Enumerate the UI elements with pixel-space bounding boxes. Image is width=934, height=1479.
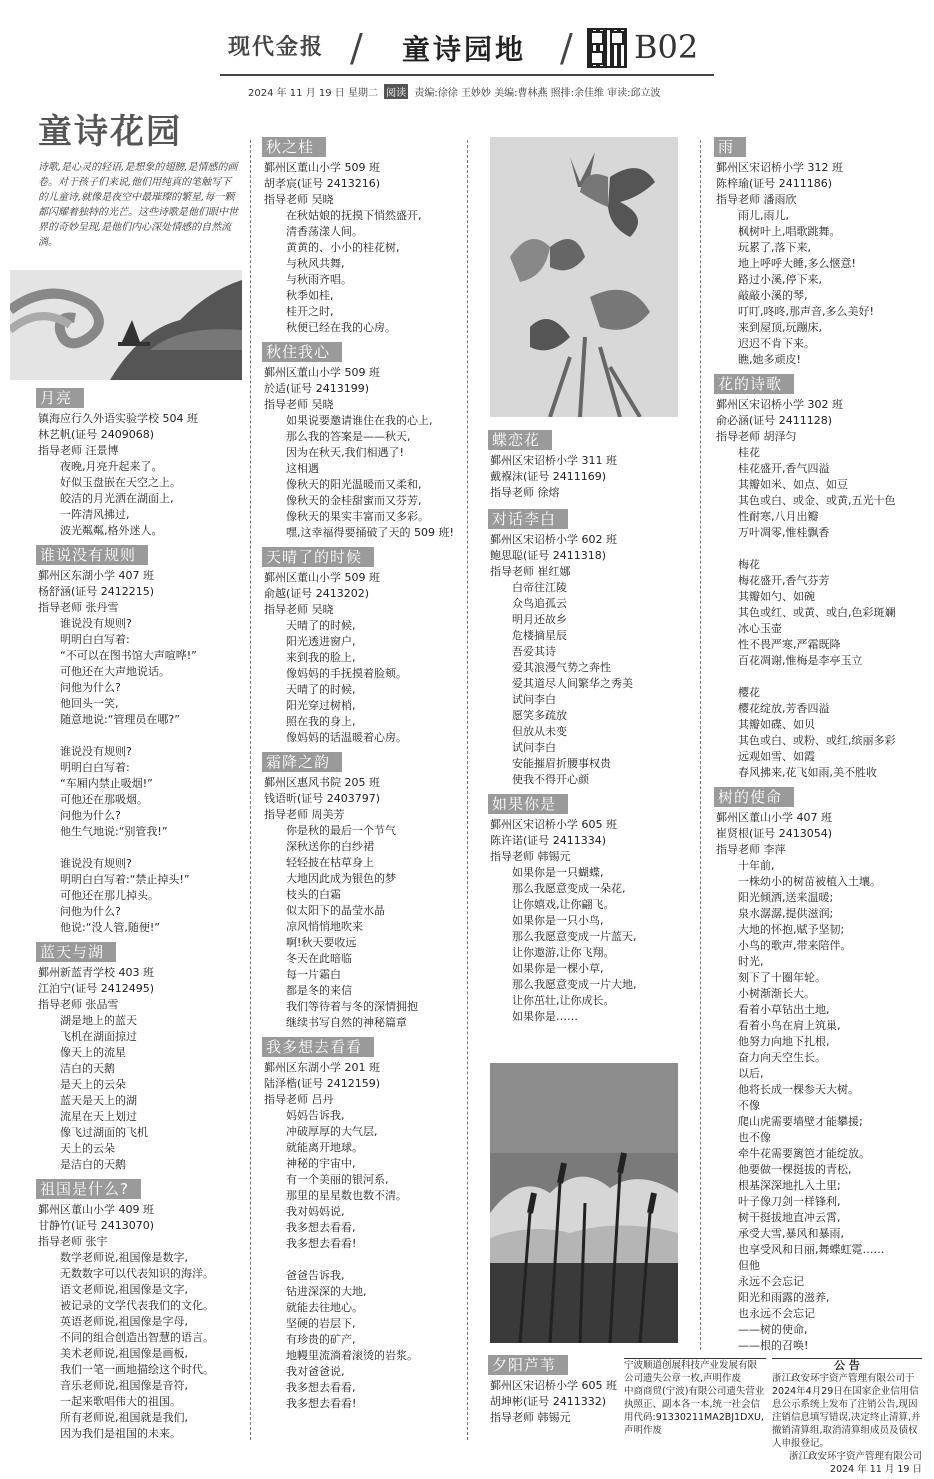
poem-line: 那么我的答案是——秋天, xyxy=(286,430,411,443)
divider-slash: / xyxy=(560,26,573,70)
poem-teacher: 指导老师 汪景博 xyxy=(38,444,119,457)
poem-school: 鄞州区宋诏桥小学 602 班 xyxy=(490,533,617,546)
poem-line: 一阵清风拂过, xyxy=(60,508,130,521)
poem-line: 路过小溪,停下来, xyxy=(738,273,822,286)
butterfly-painting xyxy=(490,137,678,417)
poem-school: 鄞州区宋诏桥小学 302 班 xyxy=(716,398,843,411)
poem-line: 冰心玉壶 xyxy=(738,622,782,635)
poem-school: 鄞州区宋诏桥小学 605 班 xyxy=(490,818,617,831)
poem-title: 我多想去看看 xyxy=(262,1037,374,1057)
poem-title: 秋住我心 xyxy=(262,342,342,362)
poem-school: 鄞州区宋诏桥小学 311 班 xyxy=(490,454,617,467)
poem-line: 飞机在湖面掠过 xyxy=(60,1030,137,1043)
poem-teacher: 指导老师 潘雨欣 xyxy=(716,193,797,206)
poem-line: 那里的星星数也数不清。 xyxy=(286,1189,407,1202)
poem-line: 十年前, xyxy=(738,859,775,872)
poem-line: 玩累了,落下来, xyxy=(738,241,811,254)
poem-line: 阳光和雨露的滋养, xyxy=(738,1291,830,1304)
divider-slash: / xyxy=(350,26,363,70)
poem-line: 他说:“没人管,随便!” xyxy=(60,921,161,934)
poem-block xyxy=(264,752,464,1031)
poem-line: 阳光透进窗户, xyxy=(286,635,356,648)
poem-line: 照在我的身上, xyxy=(286,715,356,728)
poem-line: 刻下了十圈年轮。 xyxy=(738,971,826,984)
poem-line: 有一个美丽的银河系, xyxy=(286,1173,389,1186)
poem-line: 地上呼呼大睡,多么惬意! xyxy=(738,257,856,270)
poem-line: 根基深深地扎入土里; xyxy=(738,1179,841,1192)
poem-title: 秋之桂 xyxy=(262,137,326,157)
poem-title: 夕阳芦苇 xyxy=(488,1355,568,1375)
poem-line: 神秘的宇宙中, xyxy=(286,1157,356,1170)
poem-line: 我们等待着与冬的深情拥抱 xyxy=(286,1000,418,1013)
poem-line: 迟迟不肯下来。 xyxy=(738,337,815,350)
poem-line: 蓝天是天上的湖 xyxy=(60,1094,137,1107)
poem-title: 天晴了的时候 xyxy=(262,547,374,567)
poem-line: 地幔里流淌着滚烫的岩浆。 xyxy=(286,1349,418,1362)
poem-line: 桂开之时, xyxy=(286,305,334,318)
poem-line: 如果你是一棵小草, xyxy=(512,962,604,975)
poem-title: 月亮 xyxy=(36,388,84,408)
poem-line: 桂花盛开,香气四溢 xyxy=(738,462,830,475)
poem-teacher: 指导老师 吕丹 xyxy=(264,1093,334,1106)
poem-block xyxy=(490,794,695,1025)
poem-line: 美术老师说,祖国像是画板, xyxy=(60,1347,188,1360)
poem-title: 蝶恋花 xyxy=(488,430,552,450)
poem-line: 枝头的白霜 xyxy=(286,888,341,901)
poem-line: “车厢内禁止吸烟!” xyxy=(60,777,153,790)
poem-title: 蓝天与湖 xyxy=(36,942,116,962)
poem-line: 叶子像刀剑一样锋利, xyxy=(738,1195,841,1208)
poem-teacher: 指导老师 李萍 xyxy=(716,843,786,856)
poem-author: 杨舒涵(证号 2412215) xyxy=(38,585,155,598)
poem-title: 对话李白 xyxy=(488,509,568,529)
poem-line: 雨儿,雨儿, xyxy=(738,209,789,222)
section-badge: 阅读 xyxy=(384,84,408,99)
poem-line: 像飞过湖面的飞机 xyxy=(60,1126,148,1139)
poem-line: 樱花 xyxy=(738,686,760,699)
poem-line: 你是秋的最后一个节气 xyxy=(286,824,396,837)
poem-line: 奋力向天空生长。 xyxy=(738,1051,826,1064)
poem-line: 如果你是一只小鸟, xyxy=(512,914,604,927)
poem-line: 爱其浪漫气势之奔性 xyxy=(512,661,611,674)
poem-line: 我对妈妈说, xyxy=(286,1205,345,1218)
poem-teacher: 指导老师 胡泽匀 xyxy=(716,430,797,443)
poem-title: 树的使命 xyxy=(714,787,794,807)
announcement-body: 浙江政安环宇资产管理有限公司于2024年4月29日在国家企业信用信息公示系统上发布了注销公告,现因注销信息填写错误,决定终止清算,并撤销清算组,取消清算组成员及债权人申报登记。 xyxy=(772,1373,921,1449)
poem-line: 其色或白、或粉、或红,缤丽多彩 xyxy=(738,734,896,747)
poem-school: 鄞州区东湖小学 407 班 xyxy=(38,569,154,582)
intro-text: 诗歌,是心灵的轻语,是想象的翅膀,是情感的画卷。对于孩子们来说,他们用纯真的笔触写下的儿童诗,就像是夜空中最璀璨的繁星,每一颗都闪耀着独特的光芒。这些诗歌是他们眼中世界的奇妙呈现,是他们内心深处情感的自然流淌。 xyxy=(38,162,238,248)
poem-line: 其色或白、或金、或黄,五光十色 xyxy=(738,494,896,507)
poem-line: 危楼摘星辰 xyxy=(512,629,567,642)
poem-line: 明月还故乡 xyxy=(512,613,567,626)
poem-line: 与秋雨齐唱。 xyxy=(286,273,352,286)
poem-line: 但他 xyxy=(738,1259,760,1272)
poem-line: 因为我们是祖国的未来。 xyxy=(60,1427,181,1440)
poem-line: 与秋风共舞, xyxy=(286,257,345,270)
poem-line: 也享受风和日丽,舞蝶虹霓…… xyxy=(738,1243,885,1256)
header-rule xyxy=(220,74,714,76)
poem-block xyxy=(490,430,695,501)
poem-line: 我们一笔一画地描绘这个时代。 xyxy=(60,1363,214,1376)
poem-title: 祖国是什么? xyxy=(36,1179,141,1199)
column-1 xyxy=(38,388,243,1448)
poem-line: 那么我愿意变成一片大地, xyxy=(512,978,637,991)
poem-line: 看着小鸟在肩上筑巢, xyxy=(738,1019,841,1032)
column-3 xyxy=(490,430,695,1031)
poem-line: 钻进深深的大地, xyxy=(286,1285,367,1298)
poem-block xyxy=(38,942,243,1173)
poem-line: 天上的云朵 xyxy=(60,1142,115,1155)
poem-block xyxy=(716,137,926,368)
poem-line: 像天上的流星 xyxy=(60,1046,126,1059)
poem-line: 谁说没有规则? xyxy=(60,857,132,870)
poem-line: 天晴了的时候, xyxy=(286,683,356,696)
poem-line: 像秋天的果实丰富而又多彩。 xyxy=(286,510,429,523)
poem-line: 樱花绽放,芳香四溢 xyxy=(738,702,830,715)
poem-title: 花的诗歌 xyxy=(714,374,794,394)
poem-line: 让你遨游,让你飞翔。 xyxy=(512,946,615,959)
poem-line: 妈妈告诉我, xyxy=(286,1109,345,1122)
poem-line: 阳光倾洒,送来温暖; xyxy=(738,891,834,904)
poem-line: 但放从未变 xyxy=(512,725,567,738)
poem-line: 波光粼粼,格外迷人。 xyxy=(60,524,163,537)
poem-line: 啊!秋天要收远 xyxy=(286,936,357,949)
poem-school: 鄞州区东湖小学 201 班 xyxy=(264,1061,380,1074)
poem-line: 瞧,她多顽皮! xyxy=(738,353,801,366)
poem-line: 每一片霜白 xyxy=(286,968,341,981)
poem-line: 百花凋谢,惟梅是李亭玉立 xyxy=(738,654,863,667)
poem-line: 性耐寒,八月出瓣 xyxy=(738,510,819,523)
poem-line: 夜晚,月亮升起来了。 xyxy=(60,460,163,473)
poem-school: 鄞州区董山小学 509 班 xyxy=(264,161,380,174)
poem-line: 语文老师说,祖国像是文字, xyxy=(60,1283,188,1296)
poem-line: 湖是地上的蓝天 xyxy=(60,1014,137,1027)
poem-line: 可他还在大声地说话。 xyxy=(60,665,170,678)
poem-line: 阳光穿过树梢, xyxy=(286,699,356,712)
poem-teacher: 指导老师 崔红娜 xyxy=(490,565,571,578)
announcement-date: 2024 年 11 月 19 日 xyxy=(830,1464,922,1475)
poem-line: 敲敲小溪的琴, xyxy=(738,289,808,302)
poem-school: 鄞州新蓝青学校 403 班 xyxy=(38,966,154,979)
poem-block xyxy=(716,787,926,1354)
poem-line: 他回头一笑, xyxy=(60,697,119,710)
poem-school: 鄞州区董山小学 509 班 xyxy=(264,571,380,584)
poem-line: 来到屋顶,玩蹦床, xyxy=(738,321,822,334)
poem-line: 也不像 xyxy=(738,1131,771,1144)
poem-line: 也永远不会忘记 xyxy=(738,1307,815,1320)
poem-line: 梅花 xyxy=(738,558,760,571)
poem-line: 小鸟的歌声,带来陪伴。 xyxy=(738,939,852,952)
poem-title: 谁说没有规则 xyxy=(36,545,148,565)
poem-line: 像秋天的阳光温暖而又柔和, xyxy=(286,478,422,491)
stanza-break xyxy=(38,840,243,856)
poem-line: 爬山虎需要墙壁才能攀援; xyxy=(738,1115,863,1128)
poem-line: 我多想去看看, xyxy=(286,1221,356,1234)
poem-line: 试问李白 xyxy=(512,741,556,754)
poem-line: 树干挺拔地直冲云霄, xyxy=(738,1211,841,1224)
poem-line: 问他为什么? xyxy=(60,681,121,694)
poem-line: 时光, xyxy=(738,955,764,968)
poem-author: 戴褓沫(证号 2411169) xyxy=(490,470,607,483)
poem-line: 使我不得开心颜 xyxy=(512,773,589,786)
poem-line: 冲破厚厚的大气层, xyxy=(286,1125,378,1138)
poem-line: 其瓣如米、如点、如豆 xyxy=(738,478,848,491)
poem-line: 音乐老师说,祖国像是音符, xyxy=(60,1379,188,1392)
poem-line: 以后, xyxy=(738,1067,764,1080)
poem-line: 谁说没有规则? xyxy=(60,617,132,630)
poem-line: 清香荡漾人间。 xyxy=(286,225,363,238)
poem-line: 我对爸爸说, xyxy=(286,1365,345,1378)
poem-block xyxy=(264,547,464,746)
poem-line: 那么我愿意变成一片蓝天, xyxy=(512,930,637,943)
poem-line: 远观如雪、如霞 xyxy=(738,750,815,763)
poem-line: 如果你是一只蝴蝶, xyxy=(512,866,604,879)
poem-author: 陈梓瑜(证号 2411186) xyxy=(716,177,833,190)
poem-line: 数学老师说,祖国像是数字, xyxy=(60,1251,188,1264)
issue-date: 2024 年 11 月 19 日 星期二 xyxy=(248,88,378,99)
poem-line: 不像 xyxy=(738,1099,760,1112)
poem-line: 可他还在那吸烟。 xyxy=(60,793,148,806)
poem-author: 俞必涵(证号 2411128) xyxy=(716,414,833,427)
poem-line: 是洁白的天鹅 xyxy=(60,1158,126,1171)
stanza-break xyxy=(716,541,926,557)
poem-line: ——树的使命, xyxy=(738,1323,808,1336)
poem-line: 就能去往地心。 xyxy=(286,1301,363,1314)
poem-block xyxy=(264,342,464,541)
poem-line: 梅花盛开,香气芬芳 xyxy=(738,574,830,587)
poem-line: 这相遇 xyxy=(286,462,319,475)
poem-school: 鄞州区董山小学 409 班 xyxy=(38,1203,154,1216)
poem-line: 英语老师说,祖国像是字母, xyxy=(60,1315,188,1328)
poem-line: 是天上的云朵 xyxy=(60,1078,126,1091)
poem-author: 甘静竹(证号 2413070) xyxy=(38,1219,155,1232)
poem-line: 继续书写自然的神秘篇章 xyxy=(286,1016,407,1029)
poem-author: 於适(证号 2413199) xyxy=(264,382,370,395)
column-2 xyxy=(264,137,464,1418)
poem-author: 俞越(证号 2413202) xyxy=(264,587,370,600)
reed-sunset-painting xyxy=(490,1063,678,1343)
poem-line: 天晴了的时候, xyxy=(286,619,356,632)
poem-block xyxy=(38,388,243,539)
poem-teacher: 指导老师 吴晓 xyxy=(264,398,334,411)
poem-line: 可他还在那儿掉头。 xyxy=(60,889,159,902)
poem-line: 泉水潺潺,提供滋润; xyxy=(738,907,834,920)
poem-line: 被记录的文学代表我们的文化。 xyxy=(60,1299,214,1312)
poem-line: 桂花 xyxy=(738,446,760,459)
poem-author: 胡孝宸(证号 2413216) xyxy=(264,177,381,190)
poem-school: 鄞州区惠风书院 205 班 xyxy=(264,776,380,789)
poem-line: 愿笑多疏放 xyxy=(512,709,567,722)
poem-block xyxy=(490,1355,615,1426)
poem-author: 陈许诺(证号 2411334) xyxy=(490,834,607,847)
poem-author: 陆泽楷(证号 2412159) xyxy=(264,1077,381,1090)
page-number: B02 xyxy=(634,28,699,66)
poem-block xyxy=(38,545,243,936)
poem-line: 他将长成一棵参天大树。 xyxy=(738,1083,859,1096)
poem-line: 我多想去看看! xyxy=(286,1237,357,1250)
poem-line: 在秋姑娘的抚摸下悄然盛开, xyxy=(286,209,422,222)
poem-line: 吾爱其诗 xyxy=(512,645,556,658)
poem-line: 叮叮,咚咚,那声音,多么美好! xyxy=(738,305,874,318)
poem-line: 他生气地说:“别管我!” xyxy=(60,825,168,838)
poem-line: 我多想去看看! xyxy=(286,1397,357,1410)
poem-author: 崔贤根(证号 2413054) xyxy=(716,827,833,840)
poem-line: 看着小草钻出土地, xyxy=(738,1003,830,1016)
poem-title: 雨 xyxy=(714,137,746,157)
poem-author: 林艺帆(证号 2409068) xyxy=(38,428,155,441)
poem-title: 霜降之韵 xyxy=(262,752,342,772)
page-header xyxy=(0,0,934,100)
column-4 xyxy=(716,137,926,1360)
poem-line: 秋便已经在我的心房。 xyxy=(286,321,396,334)
poem-teacher: 指导老师 韩锡元 xyxy=(490,850,571,863)
poem-title: 如果你是 xyxy=(488,794,568,814)
poem-line: 万叶凋零,惟桂飘香 xyxy=(738,526,830,539)
poem-line: 大地的怀抱,赋予坚韧; xyxy=(738,923,845,936)
poem-line: “不可以在图书馆大声喧哗!” xyxy=(60,649,197,662)
poem-teacher: 指导老师 张宇 xyxy=(38,1235,108,1248)
poem-line: 就能离开地球。 xyxy=(286,1141,363,1154)
poem-author: 鲍思聪(证号 2411318) xyxy=(490,549,607,562)
poem-block xyxy=(38,1179,243,1442)
announcement-sign: 浙江政安环宇资产管理有限公司 xyxy=(788,1451,922,1462)
poem-school: 鄞州区董山小学 407 班 xyxy=(716,811,832,824)
column-divider xyxy=(250,140,251,1440)
poem-school: 鄞州区宋诏桥小学 312 班 xyxy=(716,161,843,174)
poem-line: 凉风悄悄地吹来 xyxy=(286,920,363,933)
poem-line: 秋季如桂, xyxy=(286,289,334,302)
poem-line: 明明白白写着:“禁止掉头!” xyxy=(60,873,190,886)
poem-teacher: 指导老师 张品雪 xyxy=(38,998,119,1011)
poem-block xyxy=(264,1037,464,1412)
poem-line: 明明白白写着: xyxy=(60,761,130,774)
poem-line: 所有老师说,祖国就是我们, xyxy=(60,1411,188,1424)
poem-line: 一起来歌唱伟大的祖国。 xyxy=(60,1395,181,1408)
poem-line: 洁白的天鹅 xyxy=(60,1062,115,1075)
poem-line: 小树渐渐长大。 xyxy=(738,987,815,1000)
column-divider xyxy=(467,140,468,1440)
poem-line: 深秋送你的白纱裙 xyxy=(286,840,374,853)
poem-teacher: 指导老师 徐熔 xyxy=(490,486,560,499)
credits: 责编:徐徐 王妙妙 美编:曹林燕 照排:余佳维 审读:邱立波 xyxy=(414,88,661,99)
poem-line: 像秋天的金桂甜蜜而又芬芳, xyxy=(286,494,422,507)
poem-author: 钱语昕(证号 2403797) xyxy=(264,792,381,805)
info-line xyxy=(248,84,661,99)
poem-line: 牵牛花需要篱笆才能绽放。 xyxy=(738,1147,870,1160)
poem-block xyxy=(264,137,464,336)
column-3-bottom xyxy=(490,1355,615,1432)
poem-line: 他要做一棵挺拔的青松, xyxy=(738,1163,852,1176)
stanza-break xyxy=(716,669,926,685)
poem-line: 好似玉盘嵌在天空之上。 xyxy=(60,476,181,489)
poem-line: 轻轻披在枯草身上 xyxy=(286,856,374,869)
poem-line: 黄黄的、小小的桂花树, xyxy=(286,241,400,254)
poem-line: 嘿,这幸福得要捅破了天的 509 班! xyxy=(286,526,454,539)
poem-teacher: 指导老师 吴晓 xyxy=(264,603,334,616)
announcement-notice xyxy=(772,1358,922,1476)
qr-code-icon xyxy=(587,28,627,68)
poem-author: 江泊宁(证号 2412495) xyxy=(38,982,155,995)
poem-line: 坚硬的岩层下, xyxy=(286,1317,356,1330)
poem-line: 那么我愿意变成一朵花, xyxy=(512,882,626,895)
stanza-break xyxy=(264,1252,464,1268)
poem-line: 有珍贵的矿产, xyxy=(286,1333,356,1346)
poem-teacher: 指导老师 韩锡元 xyxy=(490,1411,571,1424)
poem-line: 因为在秋天,我们相遇了! xyxy=(286,446,404,459)
poem-school: 鄞州区董山小学 509 班 xyxy=(264,366,380,379)
poem-line: 其色或红、或黄、或白,色彩斑斓 xyxy=(738,606,896,619)
poem-line: 一株幼小的树苗被植入土壤。 xyxy=(738,875,881,888)
poem-line: 如果你是…… xyxy=(512,1010,578,1023)
poem-block xyxy=(716,374,926,781)
garden-title: 童诗花园 xyxy=(38,112,182,152)
poem-school: 鄞州区宋诏桥小学 605 班 xyxy=(490,1379,617,1392)
poem-line: 不同的组合创造出智慧的语言。 xyxy=(60,1331,214,1344)
poem-line: 春风拂来,花飞如雨,美不胜收 xyxy=(738,766,877,779)
poem-line: ——根的召唤! xyxy=(738,1339,809,1352)
poem-line: 流星在天上划过 xyxy=(60,1110,137,1123)
poem-line: 让你茁壮,让你成长。 xyxy=(512,994,615,1007)
section-title: 童诗园地 xyxy=(402,33,527,66)
poem-school: 镇海应行久外语实验学校 504 班 xyxy=(38,412,198,425)
poem-line: 承受大雪,暴风和暴雨, xyxy=(738,1227,844,1240)
announcement-title: 公 告 xyxy=(834,1359,860,1372)
poem-line: 冬天在此暗临 xyxy=(286,952,352,965)
poem-teacher: 指导老师 吴晓 xyxy=(264,193,334,206)
poem-line: 来到我的脸上, xyxy=(286,651,356,664)
poem-line: 让你嬉戏,让你翩飞。 xyxy=(512,898,615,911)
poem-line: 像妈妈的手抚摸着脸颊。 xyxy=(286,667,407,680)
poem-line: 枫树叶上,唱歌跳舞。 xyxy=(738,225,841,238)
poem-line: 白帝往江陵 xyxy=(512,581,567,594)
poem-line: 谁说没有规则? xyxy=(60,745,132,758)
poem-line: 永远不会忘记 xyxy=(738,1275,804,1288)
stanza-break xyxy=(38,728,243,744)
poem-line: 爱其道尽人间繁华之秀美 xyxy=(512,677,633,690)
poem-line: 其瓣如勺、如碗 xyxy=(738,590,815,603)
poem-line: 爸爸告诉我, xyxy=(286,1269,345,1282)
poem-line: 其瓣如碟、如贝 xyxy=(738,718,815,731)
poem-line: 皎洁的月光洒在湖面上, xyxy=(60,492,174,505)
poem-line: 问他为什么? xyxy=(60,809,121,822)
poem-teacher: 指导老师 周美芳 xyxy=(264,808,345,821)
poem-line: 安能摧眉折腰事权贵 xyxy=(512,757,611,770)
poem-line: 无数数字可以代表知识的海洋。 xyxy=(60,1267,214,1280)
poem-line: 他努力向地下扎根, xyxy=(738,1035,830,1048)
poem-line: 似太阳下的晶莹水晶 xyxy=(286,904,385,917)
poem-line: 试问李白 xyxy=(512,693,556,706)
poem-teacher: 指导老师 张丹雪 xyxy=(38,601,119,614)
poem-line: 众鸟追孤云 xyxy=(512,597,567,610)
whale-illustration xyxy=(10,270,242,380)
masthead: 现代金报 xyxy=(228,34,325,60)
poem-line: 大地因此成为银色的梦 xyxy=(286,872,396,885)
poem-line: 问他为什么? xyxy=(60,905,121,918)
poem-line: 随意地说:“管理员在哪?” xyxy=(60,713,180,726)
poem-line: 我多想去看看, xyxy=(286,1381,356,1394)
poem-block xyxy=(490,509,695,788)
column-divider xyxy=(700,140,701,1350)
poem-line: 性不畏严寒,严霜既降 xyxy=(738,638,841,651)
poem-line: 明明白白写着: xyxy=(60,633,130,646)
poem-author: 胡坤彬(证号 2411332) xyxy=(490,1395,607,1408)
poem-line: 如果说要邀请谁住在我的心上, xyxy=(286,414,433,427)
lost-statement-notice: 宁波顺道创展科技产业发展有限公司遗失公章一枚,声明作废 中商商贸(宁波)有限公司遗失营业执照正、副本各一本,统一社会信用代码:91330211MA2BJ1DXU,声明作废 xyxy=(624,1360,765,1436)
poem-line: 像妈妈的话温暖着心房。 xyxy=(286,731,407,744)
poem-line: 都是冬的来信 xyxy=(286,984,352,997)
